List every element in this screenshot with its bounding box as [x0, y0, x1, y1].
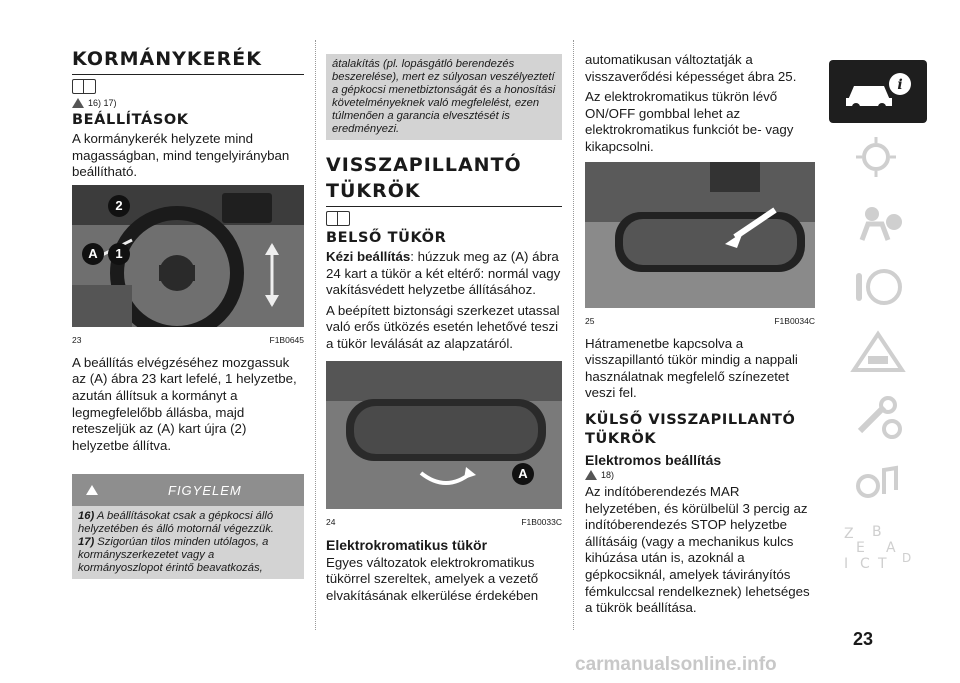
index-letters-icon [838, 522, 918, 572]
svg-text:i: i [897, 76, 903, 93]
section-title-exterior-mirrors-line2: TÜKRÖK [585, 430, 657, 447]
figure-code: F1B0033C [521, 516, 562, 527]
svg-text:C: C [860, 555, 870, 572]
svg-text:B: B [872, 523, 882, 540]
warning-icon [585, 470, 597, 480]
callout-1: 1 [108, 243, 130, 265]
tab-index[interactable] [829, 515, 927, 578]
note-number: 16) [78, 510, 95, 523]
subsection-title-electric-adjustment: Elektromos beállítás [585, 451, 722, 468]
paragraph: automatikusan változtatják a visszaverődési képességet ábra 25. [585, 52, 797, 84]
callout-a: A [82, 243, 104, 265]
paragraph: Kézi beállítás: húzzuk meg az (A) ábra 24 kart a tükör a két eltérő: normál vagy vakításvédett helyzetbe állításához. [326, 249, 561, 298]
svg-text:Z: Z [844, 525, 854, 542]
breakdown-triangle-icon [848, 330, 908, 374]
tab-emergency[interactable] [829, 320, 927, 383]
note-text: A beállításokat csak a gépkocsi álló helyzetében és álló motornál végezzük. [78, 510, 274, 536]
warning-icon [86, 485, 98, 495]
section-title-exterior-mirrors-line1: KÜLSŐ VISSZAPILLANTÓ [585, 411, 796, 428]
svg-text:A: A [886, 539, 896, 556]
tab-car-info[interactable] [829, 60, 927, 123]
paragraph: Az indítóberendezés MAR helyzetében, és körülbelül 3 percig az indítóberendezés STOP helyzetbe állításáig (vagy a mechanikus kulcs kihúzása után is, azoknál a gépkocsiknál, amelyek távirányítós fémkulccsal rendelkeznek) lehetséges a tükrök beállítása. [585, 483, 810, 616]
electrochromic-mirror-photo [585, 162, 815, 308]
figure-code: F1B0034C [774, 315, 815, 326]
airbag-safety-icon [848, 200, 908, 244]
figure-number: 23 [72, 334, 82, 345]
paragraph: Az elektrokromatikus tükrön lévő ON/OFF gombbal lehet az elektrokromatikus funkciót be- vagy kikapcsolni. [585, 89, 794, 154]
callout-a: A [512, 463, 534, 485]
section-title-mirrors-line2: TÜKRÖK [326, 180, 562, 207]
svg-text:I: I [844, 555, 849, 572]
warning-lights-icon [848, 135, 908, 179]
section-title-mirrors-line1: VISSZAPILLANTÓ [326, 154, 522, 176]
column-1 [72, 40, 304, 579]
note-reference-row [72, 79, 304, 94]
note-refs: 16) 17) [88, 98, 117, 108]
bold-lead: Kézi beállítás [326, 249, 411, 264]
svg-text:T: T [878, 555, 887, 572]
column-2 [326, 54, 562, 608]
figure-number: 24 [326, 516, 336, 527]
paragraph: A beépített biztonsági szerkezet utassal való erős ütközés esetén lehetővé teszi a tükör leválását az alapzatáról. [326, 302, 560, 351]
warning-notes [72, 506, 304, 579]
note-ref: 18) [601, 469, 615, 480]
tab-service[interactable] [829, 385, 927, 448]
note-text: Szigorúan tilos minden utólagos, a kormányszerkezetet vagy a kormányoszlopot érintő beavatkozás, [78, 536, 269, 575]
watermark: carmanualsonline.info [575, 654, 777, 675]
column-separator [315, 40, 316, 630]
manual-book-icon [72, 79, 96, 94]
column-separator [573, 40, 574, 630]
media-icon [848, 460, 908, 504]
chapter-sidebar [829, 60, 927, 580]
tab-safety[interactable] [829, 190, 927, 253]
callout-2: 2 [108, 195, 130, 217]
subsection-title-adjustments: BEÁLLÍTÁSOK [72, 112, 189, 128]
warning-banner [72, 474, 304, 506]
figure-code: F1B0645 [269, 334, 304, 345]
steering-ignition-icon [848, 265, 908, 309]
paragraph: Egyes változatok elektrokromatikus tükörrel szereltek, amelyek a vezető elvakításának elkerülése érdekében [326, 554, 539, 603]
paragraph: A beállítás elvégzéséhez mozgassuk az (A) ábra 23 kart lefelé, 1 helyzetbe, azután állítsuk a kormányt a legmegfelelőbb állásba, majd reteszeljük az (A) kart újra (2) helyzetbe állítva. [72, 354, 297, 453]
car-info-icon [842, 70, 914, 114]
subsection-title-electrochromic: Elektrokromatikus tükör [326, 536, 488, 553]
tab-starting-driving[interactable] [829, 255, 927, 318]
svg-text:D: D [902, 550, 912, 565]
page-number: 23 [853, 629, 874, 649]
figure-number: 25 [585, 315, 595, 326]
warning-label: FIGYELEM [168, 482, 242, 498]
service-wrench-icon [848, 395, 908, 439]
paragraph: A kormánykerék helyzete mind magasságban, mind tengelyirányban beállítható. [72, 131, 290, 180]
warning-icon [72, 98, 84, 108]
note-number: 17) [78, 536, 95, 549]
svg-text:E: E [856, 539, 865, 556]
manual-book-icon [326, 211, 350, 226]
section-title-steering-wheel: KORMÁNYKERÉK [72, 48, 304, 75]
figure-25 [585, 162, 815, 326]
tab-warning-lights[interactable] [829, 125, 927, 188]
subsection-title-interior-mirror: BELSŐ TÜKÖR [326, 230, 447, 246]
interior-mirror-photo [326, 361, 562, 509]
steering-wheel-photo [72, 185, 304, 327]
figure-23 [72, 185, 304, 345]
column-3 [585, 52, 815, 621]
tab-media[interactable] [829, 450, 927, 513]
figure-24 [326, 361, 562, 527]
paragraph: Hátramenetbe kapcsolva a visszapillantó tükör mindig a nappali használatnak megfelelő színezetet veszi fel. [585, 335, 798, 401]
warning-note-continued: átalakítás (pl. lopásgátló berendezés beszerelése), mert ez súlyosan veszélyeztetí a gépkocsi menetbiztonságát és a honosítási követelményeknek való megfelelést, ezen túlmenően a garancia elvesztését is eredményezi. [326, 54, 562, 140]
